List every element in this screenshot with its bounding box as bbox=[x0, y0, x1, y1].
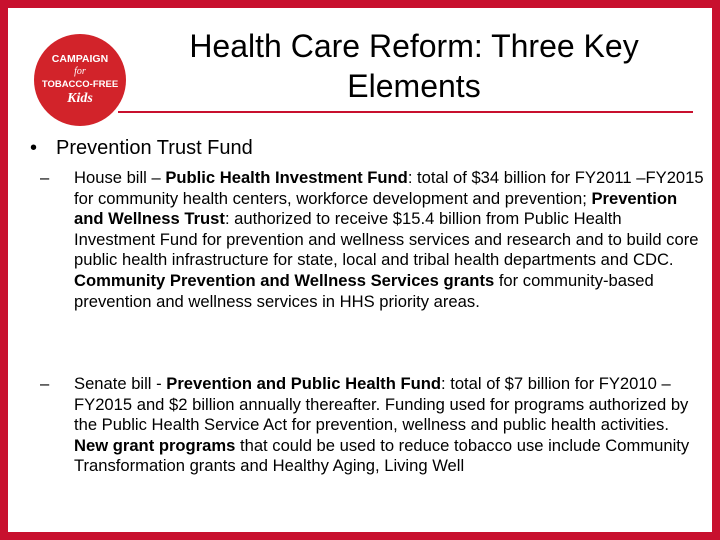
subbullet-text bbox=[74, 168, 704, 311]
text-segment: for community-based prevention and wellness services in HHS priority areas. bbox=[74, 270, 654, 311]
text-segment: : total of $7 billion for FY2010 –FY2015 and $2 billion annually thereafter. Funding used for programs authorized by the Public Health Service Act for prevention, wellness and public health activities. bbox=[74, 374, 689, 435]
bold-term: Public Health Investment Fund bbox=[165, 168, 408, 187]
text-segment: that could be used to reduce tobacco use include Community Transformation grants and Healthy Aging, Living Well bbox=[74, 435, 690, 476]
bullet-text: Prevention Trust Fund bbox=[56, 137, 253, 159]
subbullet-text bbox=[74, 374, 689, 475]
page-title bbox=[128, 26, 700, 106]
bold-term: Community Prevention and Wellness Services grants bbox=[74, 270, 495, 290]
logo-text-tobacco-free: TOBACCO-FREE bbox=[41, 79, 119, 90]
title-divider bbox=[118, 111, 693, 113]
subbullet-senate-bill bbox=[40, 374, 704, 477]
text-segment: Senate bill - bbox=[74, 374, 167, 393]
subbullet-marker: – bbox=[40, 374, 50, 393]
text-segment: : total of $34 billion for FY2011 –FY2015 for community health centers, workforce development and prevention; bbox=[74, 168, 704, 208]
logo-text-for: for bbox=[74, 66, 86, 77]
title-line-2: Elements bbox=[347, 68, 481, 104]
text-segment: : authorized to receive $15.4 billion from Public Health Investment Fund for prevention and wellness services and research and to build core public health infrastructure for state, local and tribal health departments and CDC. bbox=[74, 209, 699, 270]
bold-term: Prevention and Wellness Trust bbox=[74, 188, 678, 229]
bold-term: New grant programs bbox=[74, 435, 236, 455]
logo-text-kids: Kids bbox=[67, 91, 93, 106]
logo-text-campaign: CAMPAIGN bbox=[51, 53, 109, 65]
text-segment: House bill – bbox=[74, 168, 166, 187]
bullet-prevention-trust-fund bbox=[30, 136, 253, 160]
subbullet-house-bill bbox=[40, 168, 704, 312]
campaign-for-tobacco-free-kids-logo-icon bbox=[32, 32, 128, 128]
subbullet-marker: – bbox=[40, 168, 50, 187]
title-line-1: Health Care Reform: Three Key bbox=[189, 28, 639, 64]
bold-term: Prevention and Public Health Fund bbox=[166, 374, 441, 393]
bullet-marker: • bbox=[30, 137, 38, 159]
campaign-logo bbox=[32, 32, 128, 128]
